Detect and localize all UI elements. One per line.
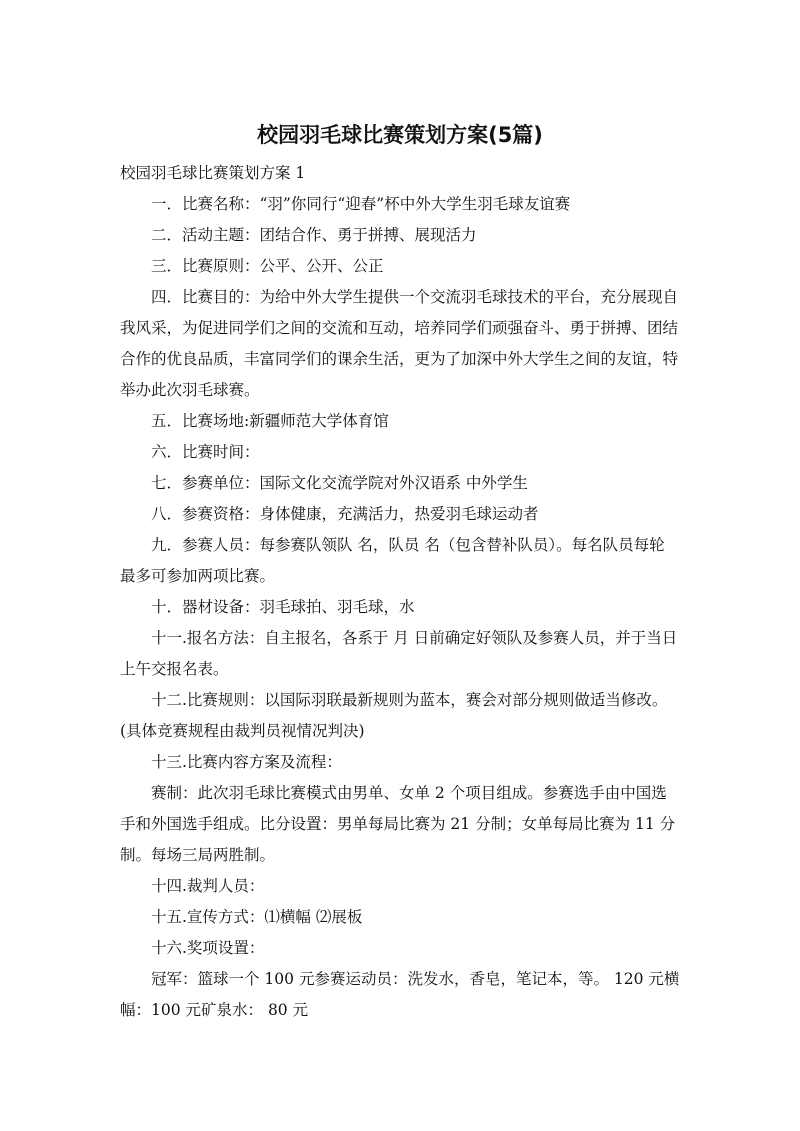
paragraph: 赛制：此次羽毛球比赛模式由男单、女单 2 个项目组成。参赛选手由中国选手和外国选手组成。比分设置：男单每局比赛为 21 分制；女单每局比赛为 11 分制。每场三局两胜制。 (120, 784, 676, 864)
paragraph: 十一.报名方法：自主报名，各系于 月 日前确定好领队及参赛人员，并于当日上午交报名表。 (120, 629, 678, 678)
document-title: 校园羽毛球比赛策划方案(5篇) (257, 123, 543, 147)
paragraph: 二．活动主题：团结合作、勇于拼搏、展现活力 (151, 226, 477, 244)
document-body (120, 158, 680, 1026)
paragraph: 六．比赛时间： (151, 443, 260, 461)
paragraph: 九．参赛人员：每参赛队领队 名，队员 名（包含替补队员）。每名队员每轮最多可参加两项比赛。 (120, 536, 665, 585)
paragraph: 十六.奖项设置： (151, 939, 265, 957)
paragraph: 十四.裁判人员： (151, 877, 265, 895)
paragraph: 一．比赛名称：“羽”你同行“迎春”杯中外大学生羽毛球友谊赛 (151, 195, 571, 213)
paragraph: 冠军：篮球一个 100 元参赛运动员：洗发水，香皂，笔记本，等。 120 元横幅：100 元矿泉水： 80 元 (120, 970, 680, 1019)
paragraph: 十五.宣传方式：⑴横幅 ⑵展板 (151, 908, 363, 926)
paragraph: 四．比赛目的：为给中外大学生提供一个交流羽毛球技术的平台，充分展现自我风采，为促进同学们之间的交流和互动，培养同学们顽强奋斗、勇于拼搏、团结合作的优良品质，丰富同学们的课余生活，更为了加深中外大学生之间的友谊，特举办此次羽毛球赛。 (120, 288, 679, 399)
paragraph: 七．参赛单位：国际文化交流学院对外汉语系 中外学生 (151, 474, 528, 492)
paragraph: 三．比赛原则：公平、公开、公正 (151, 257, 384, 275)
paragraph: 十．器材设备：羽毛球拍、羽毛球，水 (151, 598, 415, 616)
paragraph: 十二.比赛规则：以国际羽联最新规则为蓝本，赛会对部分规则做适当修改。(具体竞赛规程由裁判员视情况判决) (120, 691, 668, 740)
paragraph: 十三.比赛内容方案及流程： (151, 753, 342, 771)
paragraph: 五．比赛场地:新疆师范大学体育馆 (151, 412, 389, 430)
paragraph: 校园羽毛球比赛策划方案 1 (120, 164, 306, 182)
paragraph: 八．参赛资格：身体健康，充满活力，热爱羽毛球运动者 (151, 505, 539, 523)
